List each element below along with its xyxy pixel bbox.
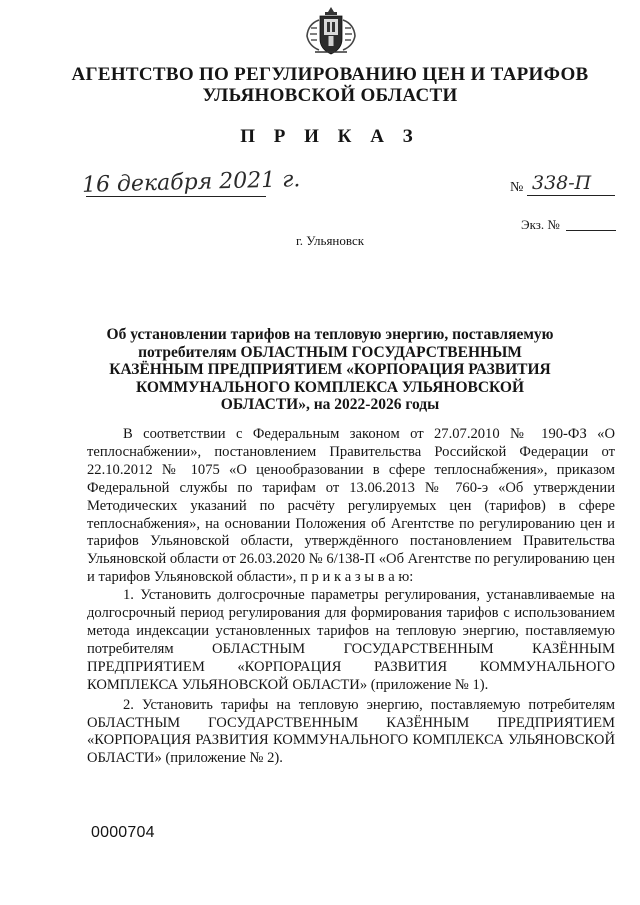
document-title: Об установлении тарифов на тепловую энергию, поставляемую потребителям ОБЛАСТНЫМ ГОСУДАРСТВЕННЫМ КАЗЁННЫМ ПРЕДПРИЯТИЕМ «КОРПОРАЦИЯ РАЗВИТИЯ КОММУНАЛЬНОГО КОМПЛЕКСА УЛЬЯНОВСКОЙ ОБЛАСТИ», на 2022-2026 годы xyxy=(106,326,554,414)
copy-number-label: Экз. № xyxy=(521,217,560,232)
ulyanovsk-coat-of-arms-icon xyxy=(303,6,359,56)
agency-name-line-2: УЛЬЯНОВСКОЙ ОБЛАСТИ xyxy=(202,85,458,106)
agency-name-line-1: АГЕНТСТВО ПО РЕГУЛИРОВАНИЮ ЦЕН И ТАРИФОВ xyxy=(71,64,589,85)
city: г. Ульяновск xyxy=(295,233,365,248)
form-code: 0000704 xyxy=(91,824,155,841)
handwritten-order-number: 338-П xyxy=(532,172,592,194)
item-2-paragraph: 2. Установить тарифы на тепловую энергию, поставляемую потребителям ОБЛАСТНЫМ ГОСУДАРСТВЕННЫМ КАЗЁННЫМ ПРЕДПРИЯТИЕМ «КОРПОРАЦИЯ РАЗВИТИЯ КОММУНАЛЬНОГО КОМПЛЕКСА УЛЬЯНОВСКОЙ ОБЛАСТИ» (приложение № 2). xyxy=(87,696,615,767)
date-underline xyxy=(86,196,266,197)
item-1-paragraph: 1. Установить долгосрочные параметры регулирования, устанавливаемые на долгосрочный период регулирования для формирования тарифов с использованием метода индексации установленных тарифов на тепловую энергию, поставляемую потребителям ОБЛАСТНЫМ ГОСУДАРСТВЕННЫМ КАЗЁННЫМ ПРЕДПРИЯТИЕМ «КОРПОРАЦИЯ РАЗВИТИЯ КОММУНАЛЬНОГО КОМПЛЕКСА УЛЬЯНОВСКОЙ ОБЛАСТИ» (приложение № 1). xyxy=(87,587,615,693)
document-body xyxy=(87,426,615,768)
copy-number-blank xyxy=(566,230,616,231)
order-number-underline xyxy=(527,195,615,196)
preamble-paragraph: В соответствии с Федеральным законом от 27.07.2010 № 190-ФЗ «О теплоснабжении», постановлением Правительства Российской Федерации от 22.10.2012 № 1075 «О ценообразовании в сфере теплоснабжения», приказом Федеральной службы по тарифам от 13.06.2013 № 760-э «Об утверждении Методических указаний по расчёту регулируемых цен (тарифов) в сфере теплоснабжения», на основании Положения об Агентстве по регулированию цен и тарифов Ульяновской области, утверждённого постановлением Правительства Ульяновской области от 26.03.2020 № 6/138-П «Об Агентстве по регулированию цен и тарифов Ульяновской области», п р и к а з ы в а ю: xyxy=(87,426,615,586)
order-number-label: № xyxy=(510,180,524,195)
handwritten-date: 16 декабря 2021 г. xyxy=(81,167,301,198)
document-type: П Р И К А З xyxy=(240,126,420,147)
